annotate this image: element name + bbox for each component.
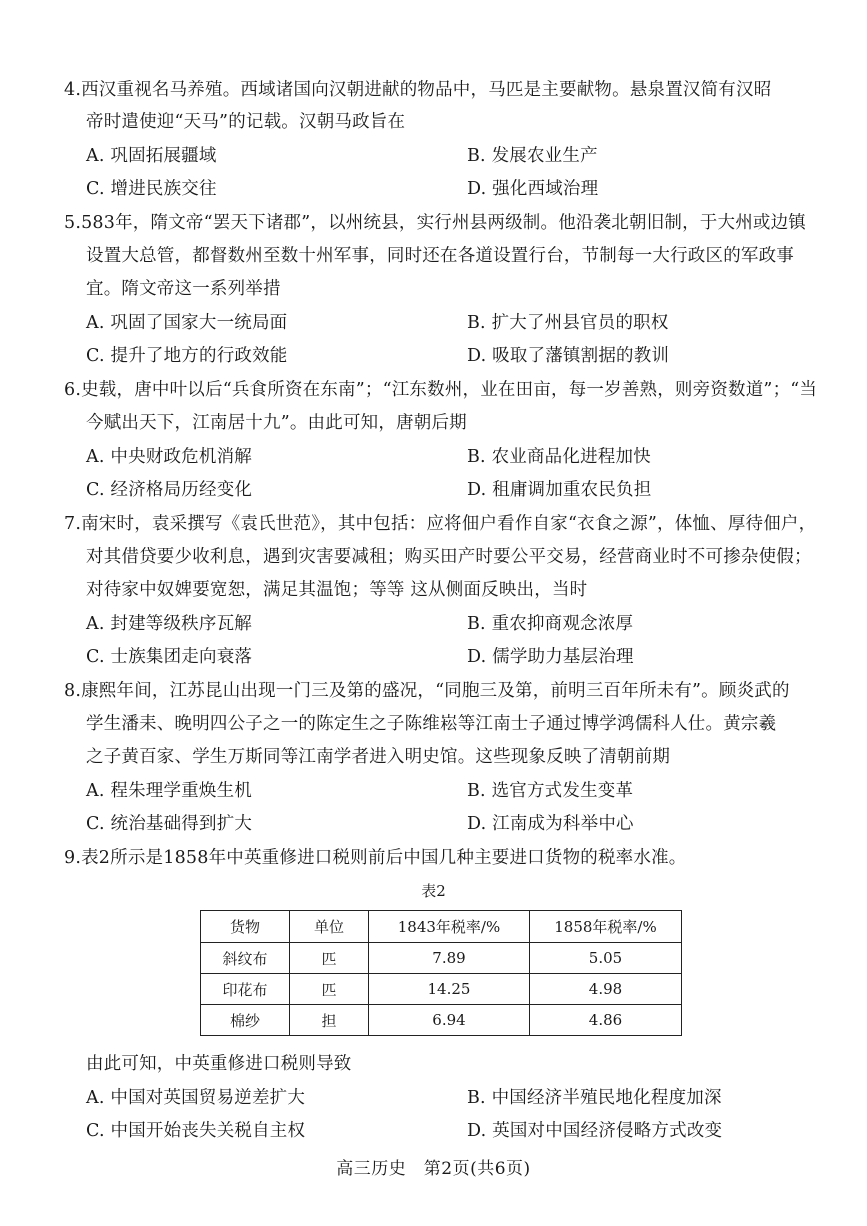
q9-option-c[interactable]: C. 中国开始丧失关税自主权 xyxy=(86,1121,306,1141)
q6-option-b[interactable]: B. 农业商品化进程加快 xyxy=(467,447,651,467)
q5-stem-line-2: 设置大总管，都督数州至数十州军事，同时还在各道设置行台，节制每一大行政区的军政事 xyxy=(86,246,794,266)
q9-option-d[interactable]: D. 英国对中国经济侵略方式改变 xyxy=(467,1121,723,1141)
table-cell: 匹 xyxy=(290,974,369,1005)
q6-option-a[interactable]: A. 中央财政危机消解 xyxy=(86,447,252,467)
table-cell: 印花布 xyxy=(201,974,290,1005)
q9-option-b[interactable]: B. 中国经济半殖民地化程度加深 xyxy=(467,1088,722,1108)
page-footer: 高三历史 第2页(共6页) xyxy=(336,1159,531,1179)
q9-stem-line-1: 9.表2所示是1858年中英重修进口税则前后中国几种主要进口货物的税率水准。 xyxy=(64,848,687,868)
q5-stem-line-3: 宜。隋文帝这一系列举措 xyxy=(86,279,281,299)
q6-stem-line-2: 今赋出天下，江南居十九”。由此可知，唐朝后期 xyxy=(86,413,467,433)
q7-stem-line-1: 7.南宋时，袁采撰写《袁氏世范》，其中包括：应将佃户看作自家“衣食之源”，体恤、厚待佃户， xyxy=(64,514,817,534)
q5-option-d[interactable]: D. 吸取了藩镇割据的教训 xyxy=(467,346,670,366)
table-cell: 7.89 xyxy=(369,943,530,974)
table-row xyxy=(201,1005,682,1036)
q7-option-a[interactable]: A. 封建等级秩序瓦解 xyxy=(86,614,252,634)
q8-stem-line-2: 学生潘耒、晚明四公子之一的陈定生之子陈维崧等江南士子通过博学鸿儒科人仕。黄宗羲 xyxy=(86,714,777,734)
q4-option-c[interactable]: C. 增进民族交往 xyxy=(86,179,217,199)
q4-option-d[interactable]: D. 强化西域治理 xyxy=(467,179,599,199)
table-caption: 表2 xyxy=(421,882,446,900)
q8-option-d[interactable]: D. 江南成为科举中心 xyxy=(467,814,634,834)
q5-option-c[interactable]: C. 提升了地方的行政效能 xyxy=(86,346,288,366)
table-cell: 14.25 xyxy=(369,974,530,1005)
q8-option-c[interactable]: C. 统治基础得到扩大 xyxy=(86,814,253,834)
table-header-cell: 1843年税率/% xyxy=(369,911,530,943)
table-row xyxy=(201,943,682,974)
q5-option-b[interactable]: B. 扩大了州县官员的职权 xyxy=(467,313,669,333)
q6-stem-line-1: 6.史载，唐中叶以后“兵食所资在东南”；“江东数州，业在田亩，每一岁善熟，则旁资数道”；“当 xyxy=(64,380,818,400)
q8-option-b[interactable]: B. 选官方式发生变革 xyxy=(467,781,634,801)
table-cell: 棉纱 xyxy=(201,1005,290,1036)
table-header-cell: 货物 xyxy=(201,911,290,943)
q9-followup: 由此可知，中英重修进口税则导致 xyxy=(86,1054,352,1074)
q7-option-b[interactable]: B. 重农抑商观念浓厚 xyxy=(467,614,634,634)
table-header-cell: 单位 xyxy=(290,911,369,943)
table-cell: 6.94 xyxy=(369,1005,530,1036)
q5-stem-line-1: 5.583年，隋文帝“罢天下诸郡”，以州统县，实行州县两级制。他沿袭北朝旧制，于大州或边镇 xyxy=(64,213,806,233)
table-cell: 匹 xyxy=(290,943,369,974)
table-cell: 斜纹布 xyxy=(201,943,290,974)
q5-option-a[interactable]: A. 巩固了国家大一统局面 xyxy=(86,313,288,333)
table-cell: 4.98 xyxy=(530,974,682,1005)
table-cell: 4.86 xyxy=(530,1005,682,1036)
q7-option-c[interactable]: C. 士族集团走向衰落 xyxy=(86,647,253,667)
table-cell: 5.05 xyxy=(530,943,682,974)
table-header-row xyxy=(201,911,682,943)
table-row xyxy=(201,974,682,1005)
q6-option-d[interactable]: D. 租庸调加重农民负担 xyxy=(467,480,652,500)
q8-option-a[interactable]: A. 程朱理学重焕生机 xyxy=(86,781,252,801)
table-cell: 担 xyxy=(290,1005,369,1036)
table-header-cell: 1858年税率/% xyxy=(530,911,682,943)
q4-option-b[interactable]: B. 发展农业生产 xyxy=(467,146,598,166)
q7-option-d[interactable]: D. 儒学助力基层治理 xyxy=(467,647,634,667)
q7-stem-line-3: 对待家中奴婢要宽恕，满足其温饱；等等 这从侧面反映出，当时 xyxy=(86,580,588,600)
q6-option-c[interactable]: C. 经济格局历经变化 xyxy=(86,480,253,500)
q4-option-a[interactable]: A. 巩固拓展疆域 xyxy=(86,146,217,166)
q4-stem-line-2: 帝时遣使迎“天马”的记载。汉朝马政旨在 xyxy=(86,112,406,132)
q4-stem-line-1: 4.西汉重视名马养殖。西域诸国向汉朝进献的物品中，马匹是主要献物。悬泉置汉简有汉昭 xyxy=(64,80,772,100)
q8-stem-line-1: 8.康熙年间，江苏昆山出现一门三及第的盛况，“同胞三及第，前明三百年所未有”。顾炎武的 xyxy=(64,681,790,701)
q8-stem-line-3: 之子黄百家、学生万斯同等江南学者进入明史馆。这些现象反映了清朝前期 xyxy=(86,747,671,767)
q7-stem-line-2: 对其借贷要少收利息，遇到灾害要减租；购买田产时要公平交易，经营商业时不可掺杂使假； xyxy=(86,547,812,567)
q9-option-a[interactable]: A. 中国对英国贸易逆差扩大 xyxy=(86,1088,306,1108)
tax-rate-table xyxy=(200,910,682,1036)
